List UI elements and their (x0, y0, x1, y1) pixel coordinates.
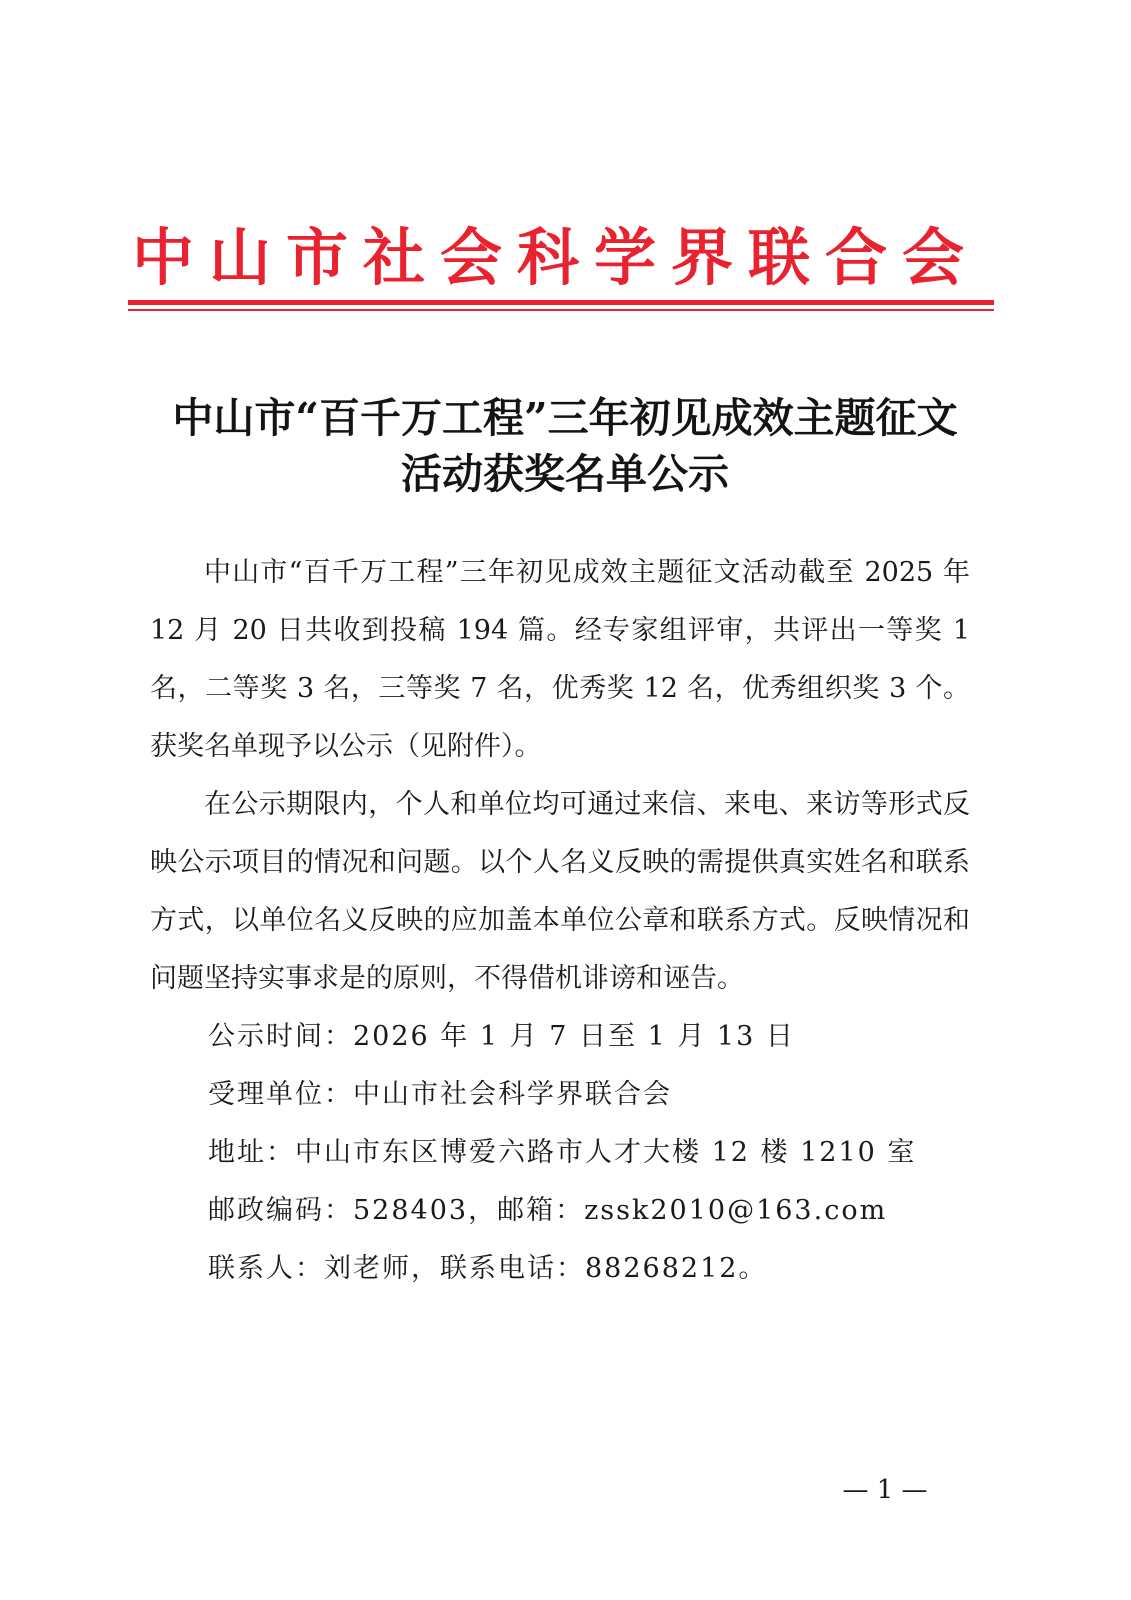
paragraph-feedback: 在公示期限内，个人和单位均可通过来信、来电、来访等形式反映公示项目的情况和问题。以个人名义反映的需提供真实姓名和联系方式，以单位名义反映的应加盖本单位公章和联系方式。反映情况和问题坚持实事求是的原则，不得借机诽谤和诬告。 (150, 789, 970, 994)
info-postal-email: 邮政编码：528403，邮箱：zssk2010@163.com (208, 1195, 888, 1226)
letterhead-red-rule-thin (128, 309, 994, 311)
paragraph-summary: 中山市“百千万工程”三年初见成效主题征文活动截至 2025 年 12 月 20 日共收到投稿 194 篇。经专家组评审，共评出一等奖 1 名，二等奖 3 名，三等奖 7 名，优秀奖 12 名，优秀组织奖 3 个。获奖名单现予以公示（见附件）。 (150, 557, 970, 762)
info-handler: 受理单位：中山市社会科学界联合会 (208, 1079, 672, 1110)
document-title-line-1: 中山市“百千万工程”三年初见成效主题征文 (172, 394, 958, 442)
letterhead-red-rule-thick (128, 300, 994, 305)
letterhead-organization-name: 中山市社会科学界联合会 (132, 221, 980, 294)
document-title (130, 390, 1000, 502)
document-body (150, 544, 970, 1298)
document-title-line-2: 活动获奖名单公示 (401, 450, 729, 498)
info-address: 地址：中山市东区博爱六路市人才大楼 12 楼 1210 室 (208, 1137, 917, 1168)
page-number: — 1 — (842, 1475, 928, 1505)
info-contact: 联系人：刘老师，联系电话：88268212。 (208, 1253, 768, 1284)
info-period: 公示时间：2026 年 1 月 7 日至 1 月 13 日 (208, 1021, 795, 1052)
